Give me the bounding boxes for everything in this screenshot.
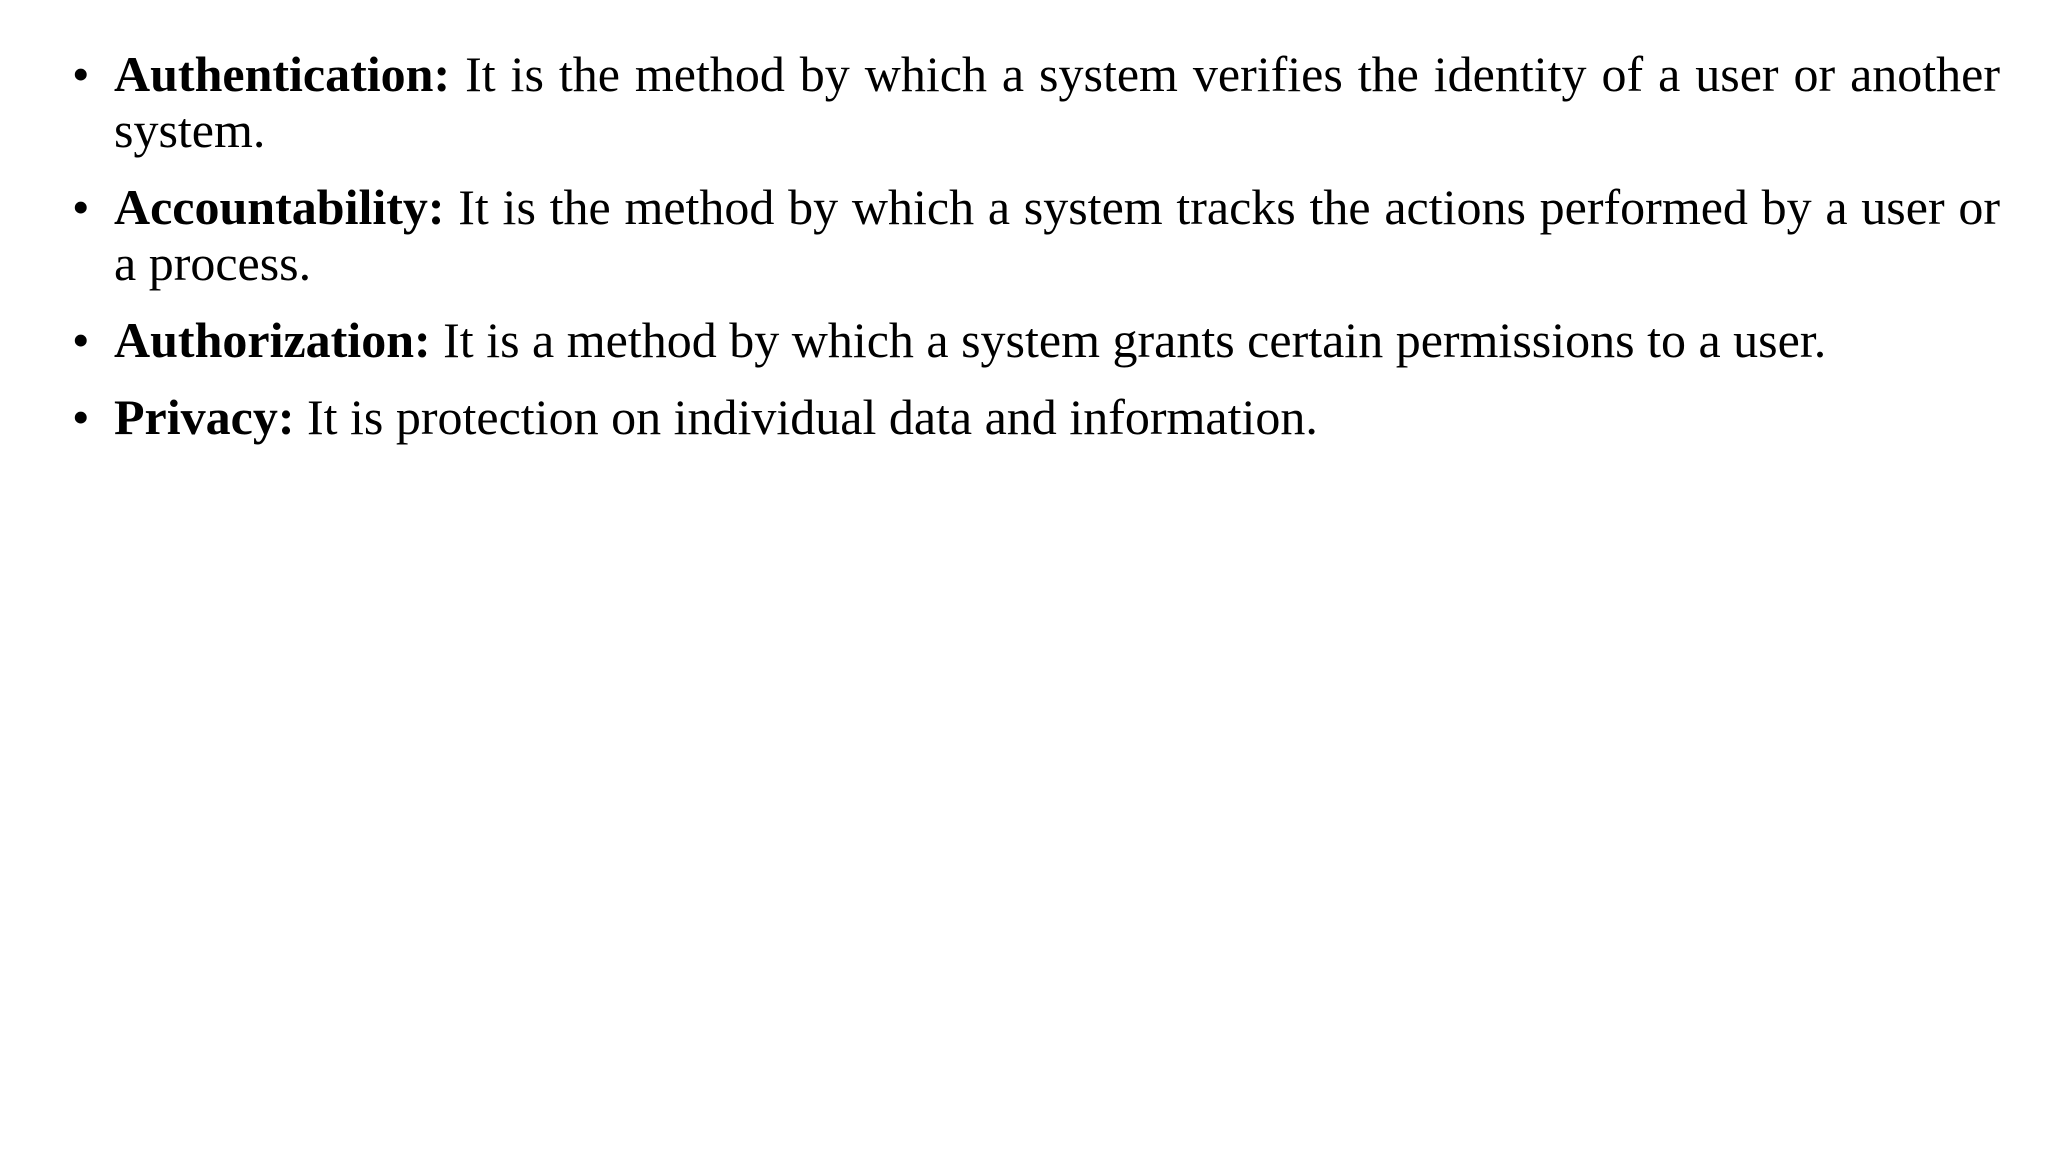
term-label: Authentication:	[114, 46, 466, 102]
bullet-icon: •	[72, 179, 90, 235]
definition-text: It is the method by which a system tracks the actions performed by a user or a process.	[114, 179, 2000, 291]
list-item-privacy	[72, 389, 2000, 445]
bullet-icon: •	[72, 389, 90, 445]
list-item-authentication	[72, 46, 2000, 158]
term-label: Accountability:	[114, 179, 459, 235]
definition-text: It is the method by which a system verifies the identity of a user or another system.	[114, 46, 2001, 158]
list-item-authorization	[72, 312, 2000, 368]
bullet-list	[72, 46, 2000, 466]
bullet-icon: •	[72, 46, 90, 102]
term-label: Privacy:	[114, 389, 307, 445]
bullet-icon: •	[72, 312, 90, 368]
definition-text: It is a method by which a system grants certain permissions to a user.	[443, 312, 1827, 368]
list-item-accountability	[72, 179, 2000, 291]
definition-text: It is protection on individual data and information.	[306, 389, 1318, 445]
term-label: Authorization:	[114, 312, 444, 368]
